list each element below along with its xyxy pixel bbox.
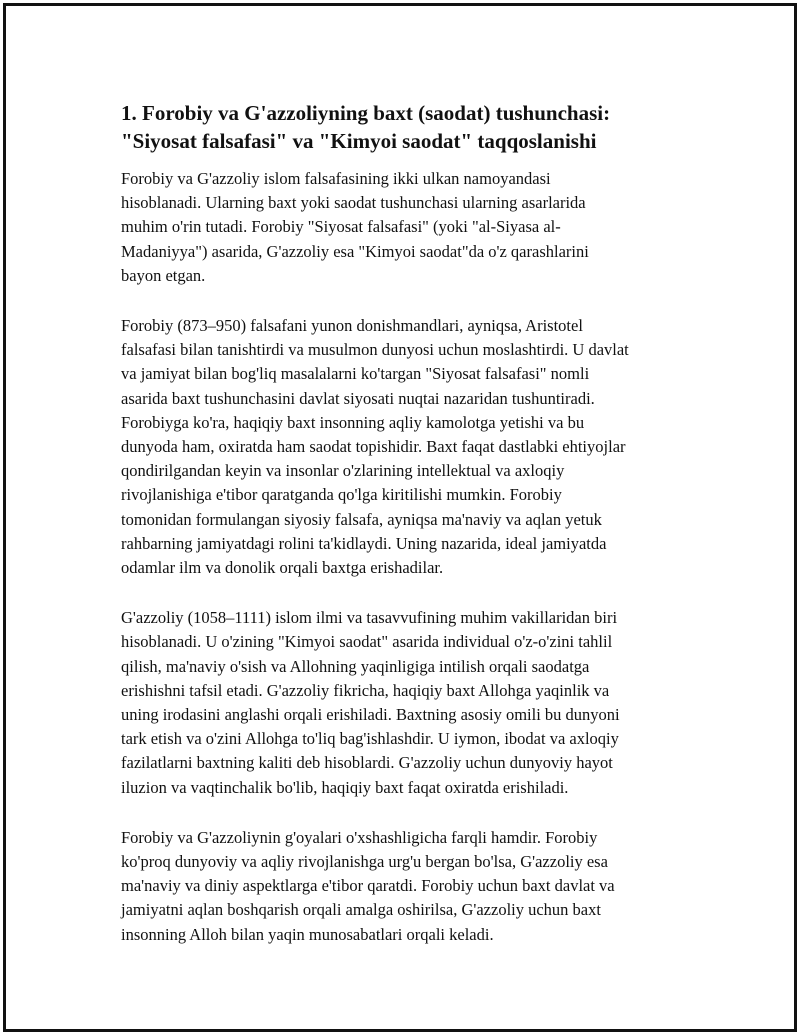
text-line: dunyoda ham, oxiratda ham saodat topishidir. Baxt faqat dastlabki ehtiyojlar [121,437,626,457]
text-line: uning irodasini anglashi orqali erishiladi. Baxtning asosiy omili bu dunyoni [121,705,620,725]
document-body [121,99,691,973]
paragraph-gazzoliy [121,606,691,800]
text-line: Forobiyga ko'ra, haqiqiy baxt insonning aqliy kamolotga yetishi va bu [121,412,585,432]
paragraph-intro [121,167,691,288]
text-line: Forobiy (873–950) falsafani yunon donishmandlari, ayniqsa, Aristotel [121,316,583,336]
text-line: odamlar ilm va donolik orqali baxtga erishadilar. [121,558,444,578]
text-line: qilish, ma'naviy o'sish va Allohning yaqinligiga intilish orqali saodatga [121,656,590,676]
text-line: jamiyatni aqlan boshqarish orqali amalga oshirilsa, G'azzoliy uchun baxt [121,900,601,920]
text-line: rahbarning jamiyatdagi rolini ta'kidlaydi. Uning nazarida, ideal jamiyatda [121,533,607,553]
text-line: Forobiy va G'azzoliynin g'oyalari o'xshashligicha farqli hamdir. Forobiy [121,827,598,847]
paragraph-forobiy [121,314,691,580]
text-line: Forobiy va G'azzoliy islom falsafasining ikki ulkan namoyandasi [121,169,551,188]
page-frame [3,3,797,1032]
text-line: iluzion va vaqtinchalik bo'lib, haqiqiy baxt faqat oxiratda erishiladi. [121,777,569,797]
text-line: G'azzoliy (1058–1111) islom ilmi va tasavvufining muhim vakillaridan biri [121,608,618,628]
text-line: bayon etgan. [121,265,206,285]
text-line: fazilatlarni baxtning kaliti deb hisoblardi. G'azzoliy uchun dunyoviy hayot [121,753,613,773]
text-line: va jamiyat bilan bog'liq masalalarni ko'targan "Siyosat falsafasi" nomli [121,364,590,384]
text-line: hisoblanadi. U o'zining "Kimyoi saodat" asarida individual o'z-o'zini tahlil [121,632,613,652]
text-line: ko'proq dunyoviy va aqliy rivojlanishga urg'u bergan bo'lsa, G'azzoliy esa [121,852,608,872]
text-line: muhim o'rin tutadi. Forobiy "Siyosat falsafasi" (yoki "al-Siyasa al- [121,217,561,237]
title-line: 1. Forobiy va G'azzoliyning baxt (saodat) tushunchasi: [121,101,611,125]
text-line: tark etish va o'zini Allohga to'liq bag'ishlashdir. U iymon, ibodat va axloqiy [121,729,619,749]
text-line: hisoblanadi. Ularning baxt yoki saodat tushunchasi ularning asarlarida [121,193,586,213]
text-line: insonning Alloh bilan yaqin munosabatlari orqali keladi. [121,924,494,944]
text-line: tomonidan formulangan siyosiy falsafa, ayniqsa ma'naviy va aqlan yetuk [121,509,602,529]
text-line: erishishni tafsil etadi. G'azzoliy fikricha, haqiqiy baxt Allohga yaqinlik va [121,680,610,700]
text-line: asarida baxt tushunchasini davlat siyosati nuqtai nazaridan tushuntiradi. [121,388,595,408]
text-line: rivojlanishiga e'tibor qaratganda qo'lga kiritilishi mumkin. Forobiy [121,485,562,505]
title-line: "Siyosat falsafasi" va "Kimyoi saodat" taqqoslanishi [121,129,597,153]
paragraph-comparison [121,826,691,947]
text-line: falsafasi bilan tanishtirdi va musulmon dunyosi uchun moslashtirdi. U davlat [121,340,629,360]
text-line: ma'naviy va diniy aspektlarga e'tibor qaratdi. Forobiy uchun baxt davlat va [121,876,615,896]
text-line: qondirilgandan keyin va insonlar o'zlarining intellektual va axloqiy [121,461,565,481]
text-line: Madaniyya") asarida, G'azzoliy esa "Kimyoi saodat"da o'z qarashlarini [121,241,589,261]
document-title [121,99,691,155]
